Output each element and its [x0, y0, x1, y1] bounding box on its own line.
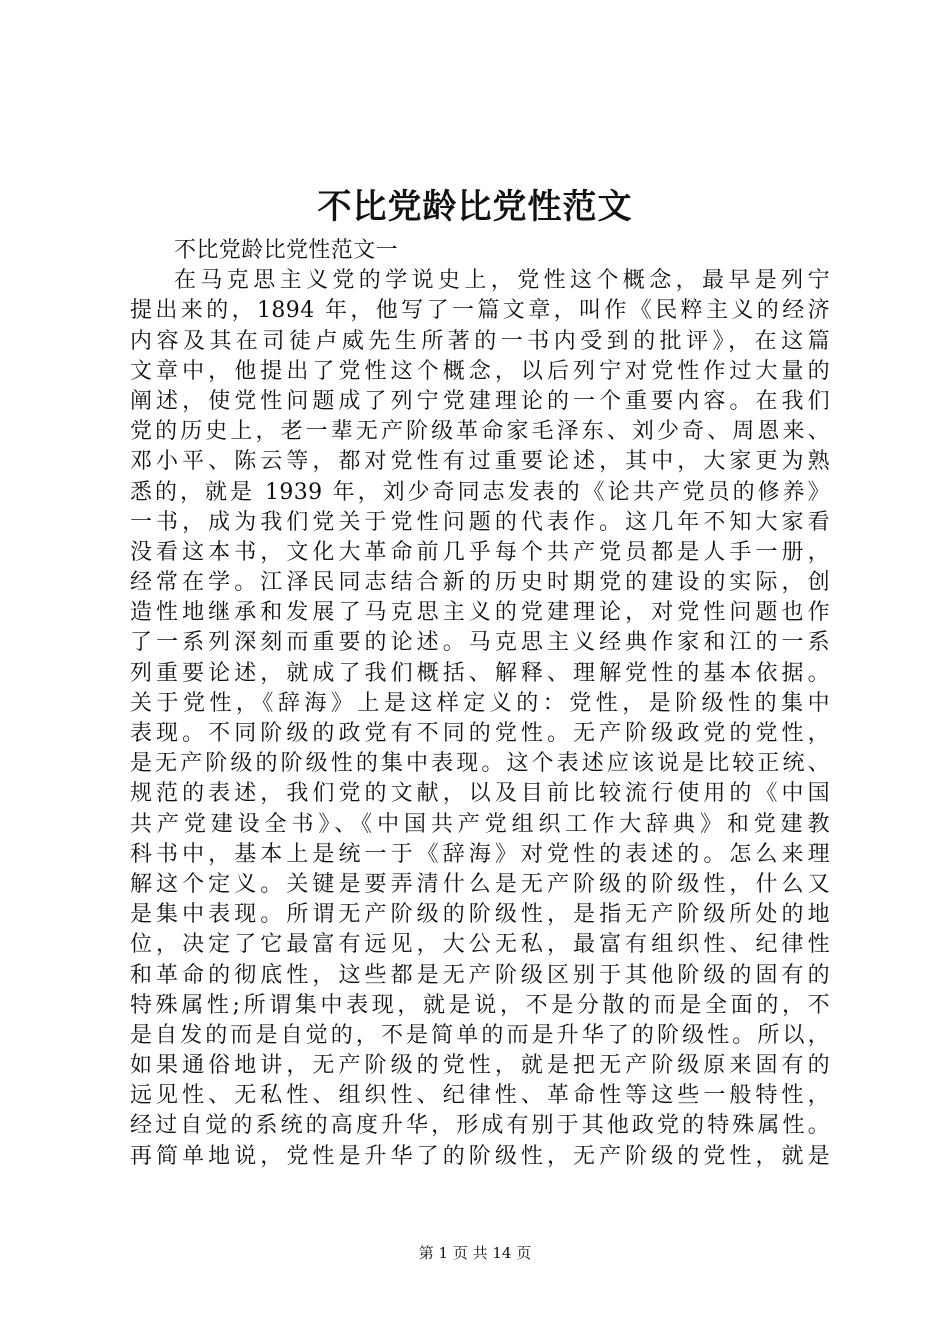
body-line: 没看这本书，文化大革命前几乎每个共产党员都是人手一册，	[130, 539, 830, 565]
body-line: 远见性、无私性、组织性、纪律性、革命性等这些一般特性，	[130, 1083, 830, 1109]
body-line: 经过自觉的系统的高度升华，形成有别于其他政党的特殊属性。	[130, 1113, 830, 1139]
body-line: 位，决定了它最富有远见，大公无私，最富有组织性、纪律性	[130, 932, 830, 958]
document-body	[130, 236, 830, 1172]
body-line: 阐述，使党性问题成了列宁党建理论的一个重要内容。在我们	[130, 388, 830, 414]
body-line: 特殊属性;所谓集中表现，就是说，不是分散的而是全面的，不	[130, 992, 830, 1018]
body-line: 列重要论述，就成了我们概括、解释、理解党性的基本依据。	[130, 660, 830, 686]
body-line: 党的历史上，老一辈无产阶级革命家毛泽东、刘少奇、周恩来、	[130, 419, 830, 445]
body-line: 共产党建设全书》、《中国共产党组织工作大辞典》和党建教	[130, 811, 830, 837]
body-line: 如果通俗地讲，无产阶级的党性，就是把无产阶级原来固有的	[130, 1053, 830, 1079]
body-line: 科书中，基本上是统一于《辞海》对党性的表述的。怎么来理	[130, 841, 830, 867]
page-footer: 第 1 页 共 14 页	[418, 1244, 532, 1262]
body-line: 了一系列深刻而重要的论述。马克思主义经典作家和江的一系	[130, 630, 830, 656]
body-line: 造性地继承和发展了马克思主义的党建理论，对党性问题也作	[130, 600, 830, 626]
body-line: 表现。不同阶级的政党有不同的党性。无产阶级政党的党性，	[130, 721, 830, 746]
body-line: 文章中，他提出了党性这个概念，以后列宁对党性作过大量的	[130, 358, 830, 384]
body-line: 提出来的，1894 年，他写了一篇文章，叫作《民粹主义的经济	[130, 298, 830, 324]
body-line: 经常在学。江泽民同志结合新的历史时期党的建设的实际，创	[130, 570, 830, 596]
body-line: 关于党性，《辞海》上是这样定义的：党性，是阶级性的集中	[130, 690, 830, 716]
body-line: 是集中表现。所谓无产阶级的阶级性，是指无产阶级所处的地	[130, 902, 830, 928]
body-line: 内容及其在司徒卢威先生所著的一书内受到的批评》，在这篇	[130, 328, 830, 354]
document-title: 不比党龄比党性范文	[317, 187, 633, 227]
body-line: 悉的，就是 1939 年，刘少奇同志发表的《论共产党员的修养》	[130, 479, 830, 505]
body-line: 解这个定义。关键是要弄清什么是无产阶级的阶级性，什么又	[130, 871, 830, 897]
body-line: 规范的表述，我们党的文献，以及目前比较流行使用的《中国	[130, 781, 830, 807]
body-line: 和革命的彻底性，这些都是无产阶级区别于其他阶级的固有的	[130, 962, 830, 988]
body-line: 邓小平、陈云等，都对党性有过重要论述，其中，大家更为熟	[130, 449, 830, 475]
body-line: 是自发的而是自觉的，不是简单的而是升华了的阶级性。所以，	[130, 1022, 830, 1048]
body-line: 一书，成为我们党关于党性问题的代表作。这几年不知大家看	[130, 509, 830, 535]
section-subheading: 不比党龄比党性范文一	[174, 238, 399, 263]
body-line: 再简单地说，党性是升华了的阶级性，无产阶级的党性，就是	[130, 1143, 830, 1169]
body-line: 在马克思主义党的学说史上，党性这个概念，最早是列宁	[174, 268, 830, 294]
body-line: 是无产阶级的阶级性的集中表现。这个表述应该说是比较正统、	[130, 751, 830, 777]
